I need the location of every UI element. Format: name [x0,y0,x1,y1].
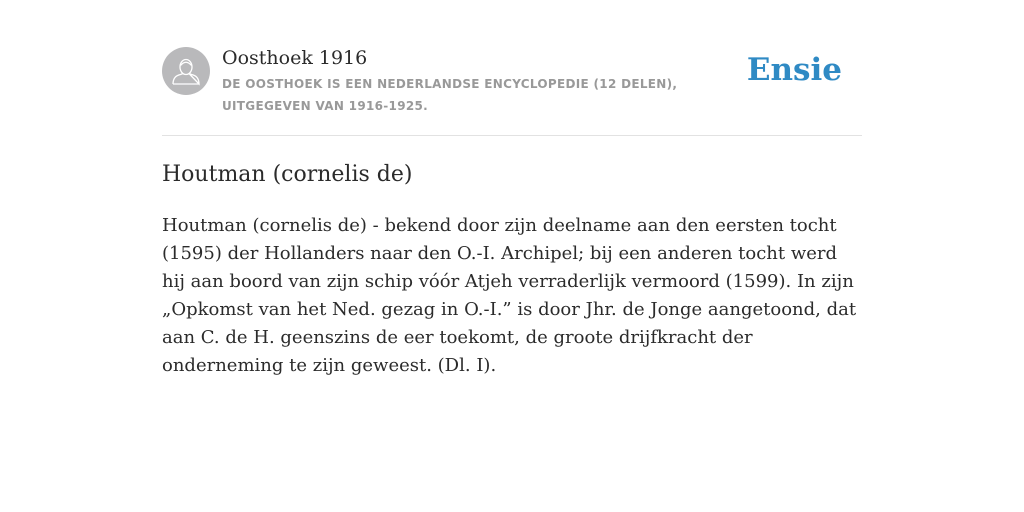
user-silhouette-icon [162,47,210,95]
ensie-logo[interactable]: Ensie [746,52,842,88]
source-description: DE OOSTHOEK IS EEN NEDERLANDSE ENCYCLOPEDIE (12 DELEN), UITGEGEVEN VAN 1916-1925. [222,77,678,113]
entry-title: Houtman (cornelis de) [162,162,413,187]
source-header [162,0,862,136]
source-title[interactable]: Oosthoek 1916 [222,47,368,69]
page [162,0,862,376]
source-avatar[interactable] [162,47,210,95]
source-info [222,45,762,117]
entry-body: Houtman (cornelis de) - bekend door zijn deelname aan den eersten tocht (1595) der Hollanders naar den O.-I. Archipel; bij een anderen tocht werd hij aan boord van zijn schip vóór Atjeh verraderlijk vermoord (1599). In zijn „Opkomst van het Ned. gezag in O.-I.” is door Jhr. de Jonge aangetoond, dat aan C. de H. geenszins de eer toekomt, de groote drijfkracht der onderneming te zijn geweest. (Dl. I). [162,215,857,376]
